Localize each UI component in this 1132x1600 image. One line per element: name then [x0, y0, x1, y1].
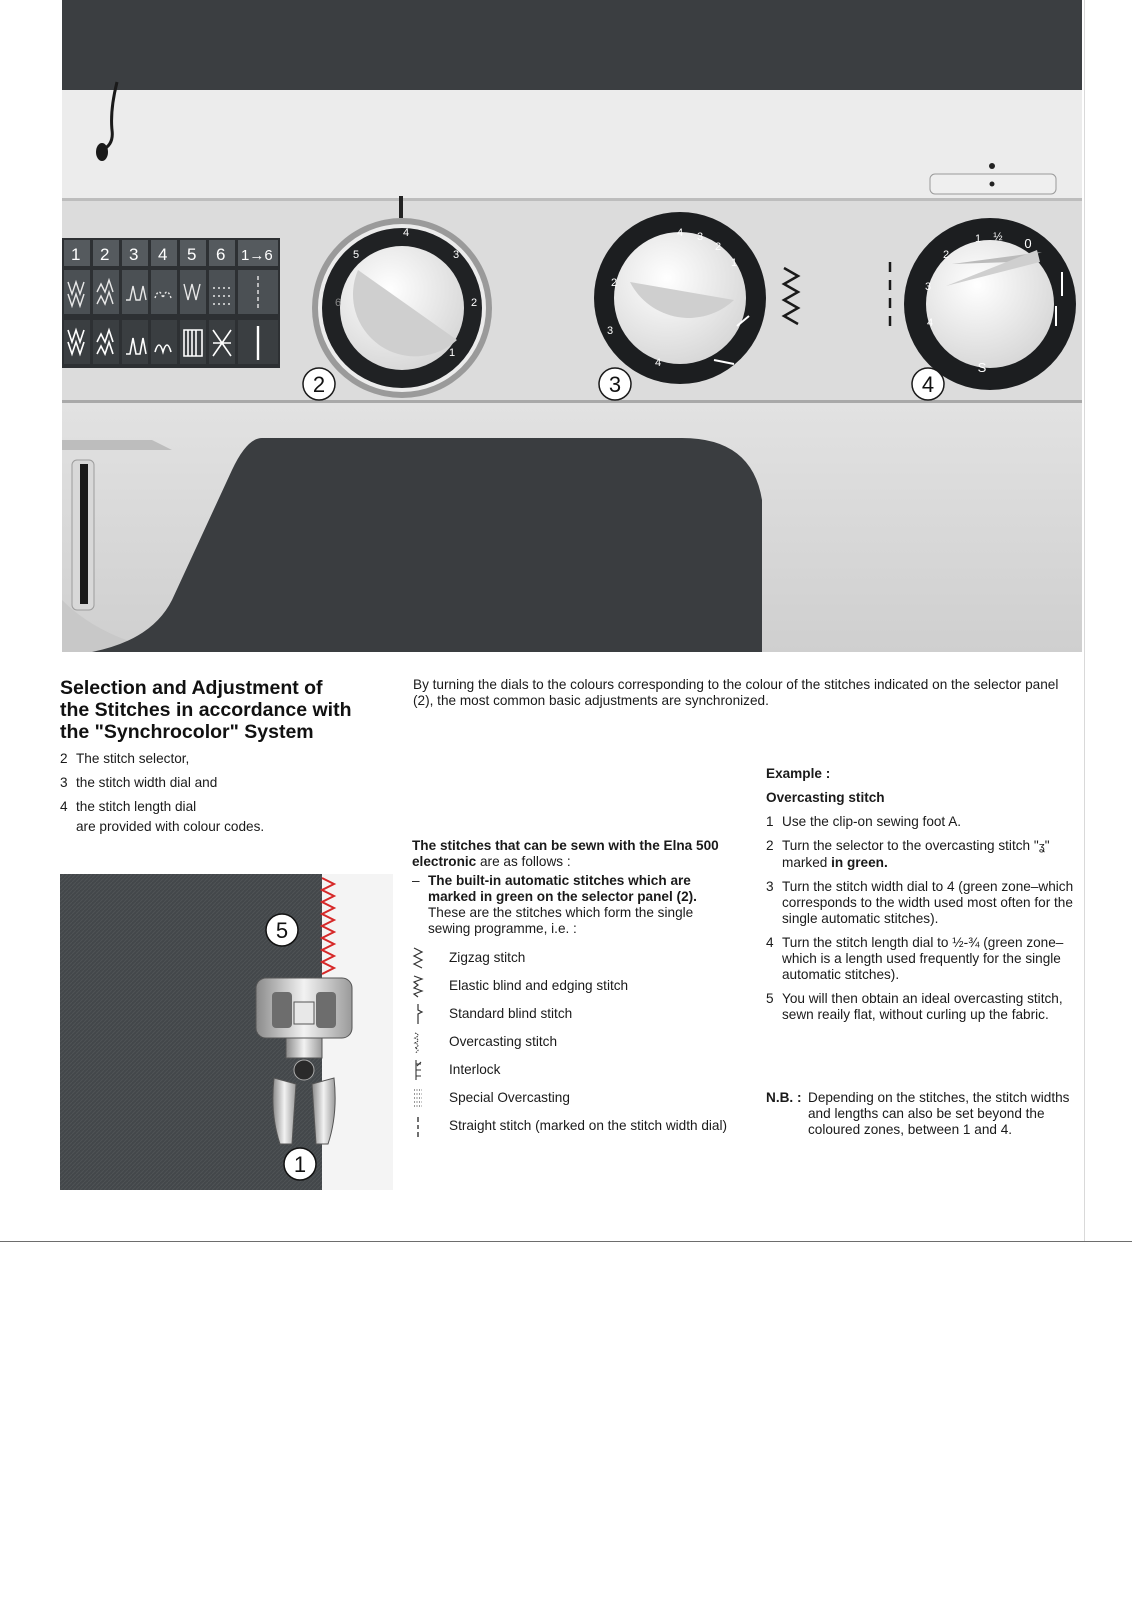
step-number: 4: [766, 935, 774, 950]
list-item: [766, 879, 1086, 927]
dial4-mark-4: 4: [926, 317, 934, 329]
list-item: [412, 1034, 732, 1062]
list-item: [766, 838, 1086, 871]
panel-number-1-6: 1→6: [241, 247, 273, 264]
item-number: 4: [60, 799, 68, 814]
step-number: 3: [766, 879, 774, 894]
list-item: [412, 1006, 732, 1034]
panel-number-3: 3: [129, 245, 139, 264]
stitch-list: [412, 950, 732, 1154]
dial3-mark-4: 4: [676, 227, 684, 239]
dial3-mark-1: 1: [730, 257, 738, 269]
dial2-mark-3: 3: [452, 249, 460, 261]
dial4-mark-half: ½: [993, 231, 1003, 243]
example-subtitle: Overcasting stitch: [766, 790, 885, 805]
stitches-lead-bold: The stitches that can be sewn with the Elna 500 electronic: [412, 838, 719, 869]
stitch-label: Zigzag stitch: [449, 950, 526, 965]
list-item: [60, 747, 380, 771]
panel-number-2: 2: [100, 245, 110, 264]
dial2-callout: 2: [312, 372, 326, 397]
list-item: [766, 935, 1086, 983]
dial2-mark-6: 6: [334, 297, 342, 309]
dial4-callout: 4: [921, 372, 935, 397]
step-number: 2: [766, 838, 774, 853]
zigzag-stitch-icon: [412, 946, 424, 970]
dial4-mark-3: 3: [924, 281, 932, 293]
step-text: You will then obtain an ideal overcasting stitch, sewn reaily flat, without curling up the fabric.: [782, 991, 1063, 1022]
example-section: [766, 766, 1086, 1031]
step-text-mid: " marked: [782, 838, 1050, 870]
stitch-label: Straight stitch (marked on the stitch width dial): [449, 1118, 728, 1133]
stitches-intro: [412, 838, 732, 937]
step-number: 5: [766, 991, 774, 1006]
step-text: Turn the stitch length dial to ½-¾ (green zone–which is a length used frequently for the single automatic stitches).: [782, 935, 1064, 982]
bottom-rule: [0, 1241, 1132, 1242]
list-item: [766, 814, 1086, 830]
list-item: [412, 1062, 732, 1090]
panel-number-5: 5: [187, 245, 197, 264]
list-item: [412, 950, 732, 978]
dial2-mark-4: 4: [402, 227, 410, 239]
step-text: Turn the selector to the overcasting stitch ": [782, 838, 1039, 853]
step-text-bold: in green.: [831, 855, 888, 870]
dial2-mark-2: 2: [470, 297, 478, 309]
item-text: the stitch width dial and: [76, 775, 218, 790]
foot-callout-5: 5: [275, 918, 289, 943]
foot-callout-1: 1: [293, 1152, 307, 1177]
note-block: [766, 1090, 1086, 1138]
stitch-label: Elastic blind and edging stitch: [449, 978, 629, 993]
list-item: [412, 1118, 732, 1154]
stitch-label: Standard blind stitch: [449, 1006, 573, 1021]
note-text: Depending on the stitches, the stitch widths and lengths can also be set beyond the coloured zones, between 1 and 4.: [808, 1090, 1070, 1137]
stitches-lead-rest: are as follows :: [476, 854, 571, 869]
list-item: [60, 795, 380, 839]
step-text: Use the clip-on sewing foot A.: [782, 814, 962, 829]
item-number: 3: [60, 775, 68, 790]
list-item: [766, 991, 1086, 1023]
heading-line-2: the Stitches in accordance with: [60, 699, 352, 721]
example-title: Example :: [766, 766, 831, 781]
heading-line-1: Selection and Adjustment of: [60, 677, 323, 699]
step-number: 1: [766, 814, 774, 829]
step-text: Turn the stitch width dial to 4 (green zone–which corresponds to the width used most often for the single automatic stitches).: [782, 879, 1074, 926]
special-overcasting-stitch-icon: [412, 1086, 424, 1110]
stitches-sub-rest: These are the stitches which form the single sewing programme, i.e. :: [428, 905, 694, 936]
stitch-selector-panel: [62, 238, 280, 368]
stitches-sub-bold: The built-in automatic stitches which are marked in green on the selector panel (2).: [428, 873, 697, 904]
interlock-stitch-icon: [412, 1058, 424, 1082]
note-label: N.B. :: [766, 1090, 802, 1105]
dial3-mark-3b: 3: [606, 325, 614, 337]
section-heading: [60, 677, 380, 743]
list-item: [412, 1090, 732, 1118]
dial4-mark-0: 0: [1024, 236, 1032, 251]
overcasting-stitch-icon: ʓ: [1038, 841, 1045, 853]
straight-stitch-icon: [412, 1114, 424, 1138]
list-item: [412, 978, 732, 1006]
stitch-label: Interlock: [449, 1062, 501, 1077]
panel-number-4: 4: [158, 245, 168, 264]
dial3-mark-3: 3: [696, 231, 704, 243]
stitch-label: Overcasting stitch: [449, 1034, 558, 1049]
stitch-label: Special Overcasting: [449, 1090, 570, 1105]
item-number: 2: [60, 751, 68, 766]
dial4-mark-s: S: [977, 360, 987, 375]
item-text: the stitch length dial: [76, 799, 197, 814]
sewing-foot-photo: [60, 874, 393, 1190]
page-edge-line: [1084, 0, 1085, 1241]
dial3-mark-2: 2: [714, 241, 722, 253]
dial4-mark-1: 1: [974, 233, 982, 245]
dial3-mark-4b: 4: [654, 357, 662, 369]
dash-bullet: –: [412, 873, 420, 888]
item-text: The stitch selector,: [76, 751, 190, 766]
dial2-mark-1: 1: [448, 347, 456, 359]
standard-blind-stitch-icon: [412, 1002, 424, 1026]
dial3-callout: 3: [608, 372, 622, 397]
dial2-mark-5: 5: [352, 249, 360, 261]
dial-list: [60, 747, 380, 839]
heading-line-3: the "Synchrocolor" System: [60, 721, 314, 743]
dial4-mark-2: 2: [942, 249, 950, 261]
list-item: [60, 771, 380, 795]
item-text-continuation: are provided with colour codes.: [76, 819, 265, 834]
elastic-blind-stitch-icon: [412, 974, 424, 998]
example-steps: [766, 814, 1086, 1023]
sewing-machine-photo: [62, 0, 1082, 652]
intro-paragraph: By turning the dials to the colours corresponding to the colour of the stitches indicated on the selector panel (2), the most common basic adjustments are synchronized.: [413, 677, 1059, 708]
overcasting-stitch-icon: [412, 1030, 424, 1054]
dial3-mark-2b: 2: [610, 277, 618, 289]
panel-number-1: 1: [71, 245, 81, 264]
panel-number-6: 6: [216, 245, 226, 264]
